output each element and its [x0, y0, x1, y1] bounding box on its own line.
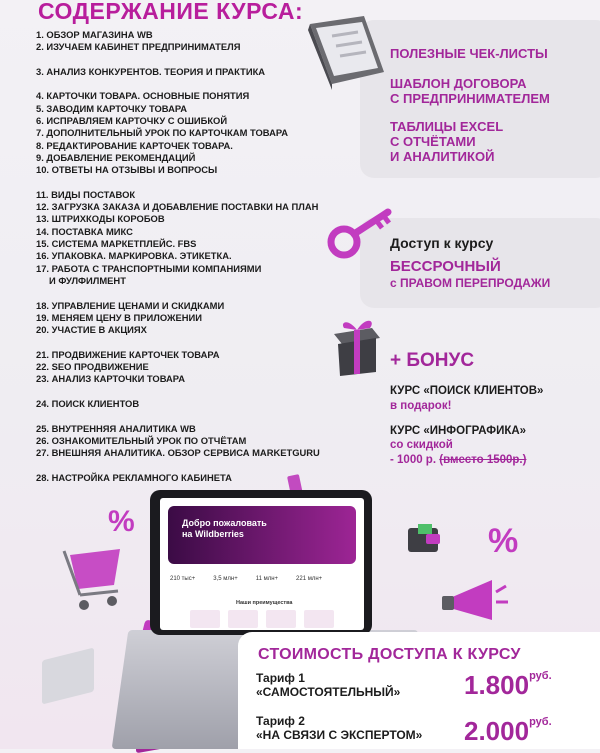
percent-icon: % [108, 505, 135, 538]
excel-line2: С ОТЧЁТАМИ [390, 134, 476, 149]
course-list-item: 2. ИЗУЧАЕМ КАБИНЕТ ПРЕДПРИНИМАТЕЛЯ [36, 41, 241, 53]
advantage-card-3 [266, 610, 296, 628]
bonus-old-price: (вместо 1500р.) [439, 454, 527, 466]
stat-1: 210 тыс+ [170, 576, 196, 582]
list-gap [36, 386, 366, 398]
course-list-item: 28. НАСТРОЙКА РЕКЛАМНОГО КАБИНЕТА [36, 471, 232, 483]
laptop-screen-content [160, 498, 364, 630]
bonus-course2: КУРС «ИНФОГРАФИКА» [390, 425, 527, 437]
course-list-item: 11. ВИДЫ ПОСТАВОК [36, 188, 136, 200]
course-list-item: 26. ОЗНАКОМИТЕЛЬНЫЙ УРОК ПО ОТЧЁТАМ [36, 434, 247, 446]
contract-line1: ШАБЛОН ДОГОВОРА [390, 76, 527, 91]
course-list-item: 23. АНАЛИЗ КАРТОЧКИ ТОВАРА [36, 373, 185, 385]
bonus-gift: в подарок! [390, 400, 452, 412]
tariff2-label: Тариф 2 [256, 714, 305, 728]
gift-box-icon [330, 316, 384, 376]
decor-box [42, 648, 94, 705]
stat-2: 3,5 млн+ [213, 576, 238, 582]
pricing-title: СТОИМОСТЬ ДОСТУПА К КУРСУ [258, 646, 521, 663]
course-list-item: 27. ВНЕШНЯЯ АНАЛИТИКА. ОБЗОР СЕРВИСА MARKETGURU [36, 447, 320, 459]
stat-4: 221 млн+ [296, 576, 323, 582]
tariff2-price [464, 716, 552, 747]
course-list-item: 1. ОБЗОР МАГАЗИНА WB [36, 29, 153, 40]
course-list-item-continuation: И ФУЛФИЛМЕНТ [49, 274, 126, 286]
bonus-course1: КУРС «ПОИСК КЛИЕНТОВ» [390, 385, 544, 397]
tariff1-price [464, 670, 552, 701]
advantage-card-2 [228, 610, 258, 628]
tariff2-currency: руб. [529, 716, 552, 728]
advantages-heading: Наши преимущества [236, 600, 293, 606]
excel-line3: И АНАЛИТИКОЙ [390, 149, 495, 164]
checklists-label: ПОЛЕЗНЫЕ ЧЕК-ЛИСТЫ [390, 46, 548, 61]
access-resale: с ПРАВОМ ПЕРЕПРОДАЖИ [390, 276, 551, 290]
list-gap [36, 459, 366, 471]
shopping-cart-icon [60, 545, 130, 615]
course-list-item: 9. ДОБАВЛЕНИЕ РЕКОМЕНДАЦИЙ [36, 151, 196, 163]
course-list-item: 13. ШТРИХКОДЫ КОРОБОВ [36, 213, 165, 225]
course-list-item: 12. ЗАГРУЗКА ЗАКАЗА И ДОБАВЛЕНИЕ ПОСТАВКИ НА ПЛАН [36, 201, 319, 213]
tariff2-price-value: 2.000 [464, 716, 530, 746]
list-gap [36, 410, 366, 422]
course-list-item: 19. МЕНЯЕМ ЦЕНУ В ПРИЛОЖЕНИИ [36, 311, 203, 323]
access-label: Доступ к курсу [390, 235, 494, 251]
bonus-price [390, 453, 526, 467]
course-list-item: 25. ВНУТРЕННЯЯ АНАЛИТИКА WB [36, 422, 196, 434]
course-list-item: 17. РАБОТА С ТРАНСПОРТНЫМИ КОМПАНИЯМИ [36, 262, 262, 274]
course-list-item: 24. ПОИСК КЛИЕНТОВ [36, 397, 140, 409]
course-list-item: 22. SEO ПРОДВИЖЕНИЕ [36, 361, 149, 373]
percent-icon-2: % [488, 522, 519, 560]
course-list-item: 14. ПОСТАВКА МИКС [36, 225, 133, 237]
welcome-line2: на Wildberries [182, 529, 244, 539]
key-icon [326, 206, 398, 262]
course-list-item: 5. ЗАВОДИМ КАРТОЧКУ ТОВАРА [36, 102, 188, 114]
wallet-icon [404, 522, 444, 556]
course-list-item: 10. ОТВЕТЫ НА ОТЗЫВЫ И ВОПРОСЫ [36, 164, 218, 176]
tariff1-currency: руб. [529, 670, 552, 682]
tariff1-label: Тариф 1 [256, 671, 305, 685]
contract-line2: С ПРЕДПРИНИМАТЕЛЕМ [390, 91, 550, 106]
course-list-item: 18. УПРАВЛЕНИЕ ЦЕНАМИ И СКИДКАМИ [36, 299, 225, 311]
course-list-item: 20. УЧАСТИЕ В АКЦИЯХ [36, 324, 147, 336]
course-list-item: 16. УПАКОВКА. МАРКИРОВКА. ЭТИКЕТКА. [36, 250, 232, 262]
megaphone-icon [440, 576, 510, 626]
list-gap [36, 287, 366, 299]
list-gap [36, 177, 366, 189]
checklist-icon [302, 14, 392, 94]
list-gap [36, 336, 366, 348]
course-list-item: 4. КАРТОЧКИ ТОВАРА. ОСНОВНЫЕ ПОНЯТИЯ [36, 90, 250, 102]
welcome-text [182, 518, 267, 540]
bonus-heading: + БОНУС [390, 350, 475, 371]
course-list-item: 6. ИСПРАВЛЯЕМ КАРТОЧКУ С ОШИБКОЙ [36, 115, 228, 127]
course-list-item: 15. СИСТЕМА МАРКЕТПЛЕЙС. FBS [36, 238, 197, 250]
tariff1-name: «САМОСТОЯТЕЛЬНЫЙ» [256, 685, 401, 699]
stats-row [170, 576, 322, 582]
access-term: БЕССРОЧНЫЙ [390, 258, 501, 275]
advantage-card-4 [304, 610, 334, 628]
course-list-item: 21. ПРОДВИЖЕНИЕ КАРТОЧЕК ТОВАРА [36, 348, 220, 360]
page-title: СОДЕРЖАНИЕ КУРСА: [38, 0, 304, 24]
advantage-card-1 [190, 610, 220, 628]
tariff2-name: «НА СВЯЗИ С ЭКСПЕРТОМ» [256, 728, 423, 742]
excel-line1: ТАБЛИЦЫ EXCEL [390, 119, 504, 134]
course-contents-list [36, 29, 366, 484]
bonus-price-value: - 1000 р. [390, 454, 437, 466]
welcome-line1: Добро пожаловать [182, 518, 267, 528]
stat-3: 11 млн+ [255, 576, 279, 582]
tariff1-price-value: 1.800 [464, 670, 530, 700]
bonus-discount: со скидкой [390, 439, 453, 451]
course-list-item: 7. ДОПОЛНИТЕЛЬНЫЙ УРОК ПО КАРТОЧКАМ ТОВАРА [36, 127, 289, 139]
course-list-item: 8. РЕДАКТИРОВАНИЕ КАРТОЧЕК ТОВАРА. [36, 139, 233, 151]
course-list-item: 3. АНАЛИЗ КОНКУРЕНТОВ. ТЕОРИЯ И ПРАКТИКА [36, 65, 266, 77]
